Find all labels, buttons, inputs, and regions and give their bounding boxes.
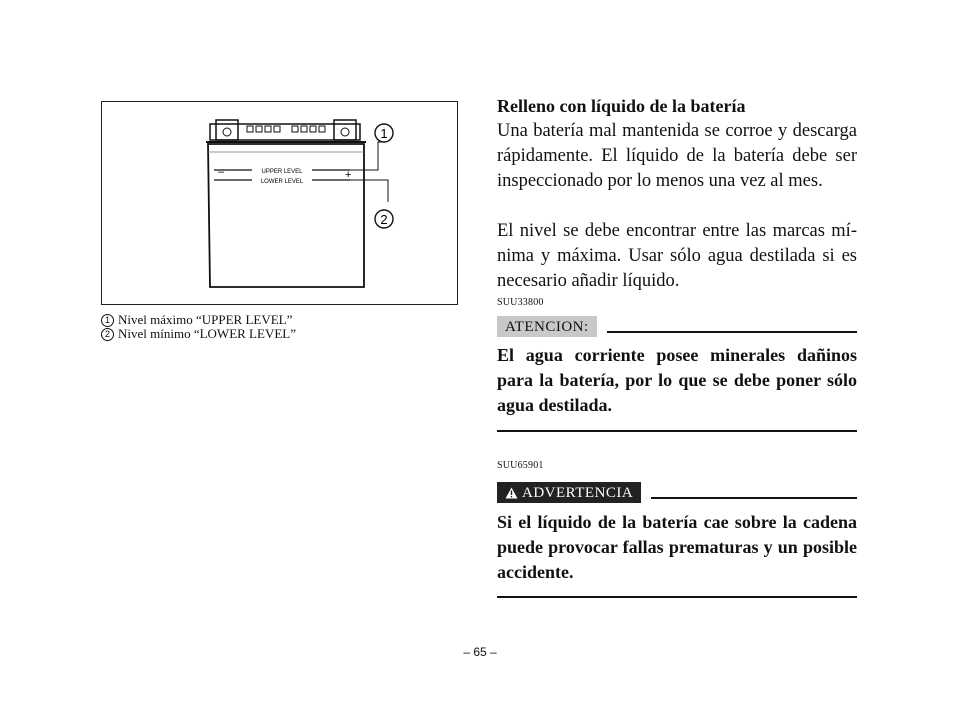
caption-2 xyxy=(101,327,296,341)
figure-captions xyxy=(101,313,296,341)
svg-text:2: 2 xyxy=(380,212,388,227)
negative-terminal-icon xyxy=(216,120,238,140)
battery-illustration xyxy=(102,102,456,303)
caption-2-number: 2 xyxy=(101,328,114,341)
svg-text:–: – xyxy=(218,166,225,178)
notice-2-header xyxy=(497,482,857,503)
notice-2-header-line xyxy=(651,497,857,499)
caption-1 xyxy=(101,313,296,327)
upper-level-mark: UPPER LEVEL xyxy=(261,169,303,175)
notice-1-divider xyxy=(497,430,857,432)
warning-triangle-icon xyxy=(505,487,518,499)
positive-terminal-icon xyxy=(334,120,356,140)
caption-1-text: Nivel máximo “UPPER LEVEL” xyxy=(118,312,293,327)
lower-level-mark: LOWER LEVEL xyxy=(260,179,304,185)
section-paragraph-1: Una batería mal mantenida se corroe y descarga rápidamente. El líquido de la batería debe ser inspeccionado por lo menos una vez al mes. xyxy=(497,121,857,191)
caption-1-number: 1 xyxy=(101,314,114,327)
notice-1-header xyxy=(497,316,857,337)
notice-1-label: ATENCION: xyxy=(497,316,597,337)
svg-text:1: 1 xyxy=(380,126,388,141)
caption-2-text: Nivel mínimo “LOWER LEVEL” xyxy=(118,326,296,341)
notice-1-code: SUU33800 xyxy=(497,297,544,308)
page-number: – 65 – xyxy=(463,645,497,659)
notice-2-divider xyxy=(497,596,857,598)
section-heading: Relleno con líquido de la batería xyxy=(497,96,746,116)
notice-1-text: El agua corriente posee minerales dañinos para la batería, por lo que se debe poner sólo agua destilada. xyxy=(497,345,857,415)
notice-1-header-line xyxy=(607,331,857,333)
notice-2-label: ADVERTENCIA xyxy=(522,485,634,501)
svg-text:+: + xyxy=(345,169,352,181)
battery-figure xyxy=(101,101,458,305)
notice-2-text: Si el líquido de la batería cae sobre la cadena puede provocar fallas prematuras y un posible accidente. xyxy=(497,512,857,582)
notice-2-code: SUU65901 xyxy=(497,460,544,471)
section-paragraph-2: El nivel se debe encontrar entre las marcas mínima y máxima. Usar sólo agua destilada si es necesario añadir líquido. xyxy=(497,221,857,291)
notice-2-label-chip xyxy=(497,482,641,503)
